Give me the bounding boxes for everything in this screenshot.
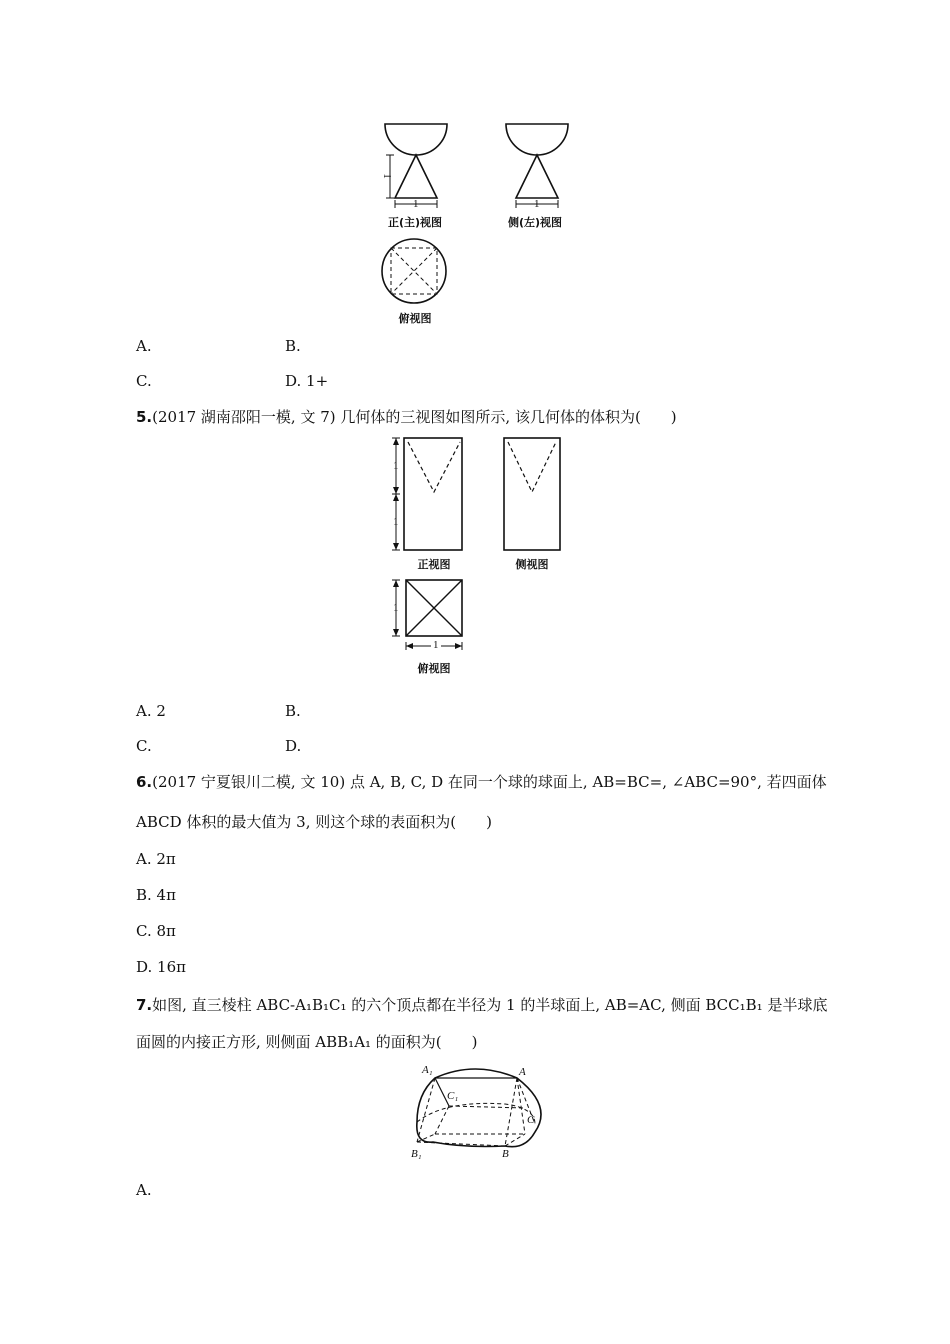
q4-option-a: A. bbox=[136, 337, 152, 355]
q5-figure bbox=[378, 436, 578, 676]
q7-figure bbox=[405, 1062, 555, 1164]
q7-hemisphere-prism-diagram bbox=[405, 1062, 555, 1164]
q4-dim-height: 1 bbox=[380, 173, 393, 179]
q4-option-b: B. bbox=[285, 337, 301, 355]
q5-text: (2017 湖南邵阳一模, 文 7) 几何体的三视图如图所示, 该几何体的体积为( ) bbox=[152, 408, 677, 426]
q7-text-line1: 如图, 直三棱柱 ABC-A₁B₁C₁ 的六个顶点都在半径为 1 的半球面上, AB=AC, 侧面 BCC₁B₁ 是半球底 bbox=[152, 996, 828, 1014]
q5-option-c: C. bbox=[136, 737, 152, 755]
q5-front-caption: 正视图 bbox=[417, 558, 451, 571]
q4-front-caption: 正(主)视图 bbox=[387, 216, 443, 229]
q7-label-a1: A₁ bbox=[422, 1064, 433, 1076]
q4-dim-width-front: 1 bbox=[413, 198, 419, 210]
q6-stem-line1 bbox=[136, 772, 827, 792]
q7-stem-line2: 面圆的内接正方形, 则侧面 ABB₁A₁ 的面积为( ) bbox=[136, 1033, 478, 1051]
q4-side-caption: 侧(左)视图 bbox=[507, 216, 563, 229]
q7-number: 7. bbox=[136, 996, 153, 1014]
q7-label-c1: C₁ bbox=[447, 1090, 459, 1102]
q7-label-c: C bbox=[527, 1114, 535, 1126]
q4-top-caption: 俯视图 bbox=[398, 312, 432, 325]
q5-dim-top-height: 1 bbox=[393, 602, 399, 614]
q7-stem-line1 bbox=[136, 995, 827, 1015]
q5-dim-top-width: 1 bbox=[433, 639, 439, 651]
q6-option-b: B. 4π bbox=[136, 886, 176, 904]
q7-option-a: A. bbox=[136, 1181, 152, 1199]
q5-dim-lower: 1 bbox=[393, 516, 399, 528]
q5-option-b: B. bbox=[285, 702, 301, 720]
q4-option-d: D. 1+ bbox=[285, 372, 329, 390]
q7-label-a: A bbox=[519, 1066, 526, 1078]
q5-top-caption: 俯视图 bbox=[417, 662, 451, 675]
q6-option-a: A. 2π bbox=[136, 850, 176, 868]
q5-number: 5. bbox=[136, 408, 153, 426]
q7-label-b1: B₁ bbox=[411, 1148, 422, 1160]
q5-option-a: A. 2 bbox=[136, 702, 166, 720]
q5-side-caption: 侧视图 bbox=[515, 558, 549, 571]
q4-dim-width-side: 1 bbox=[534, 198, 540, 210]
q4-figure bbox=[375, 118, 575, 328]
q5-dim-upper: 1 bbox=[393, 460, 399, 472]
q6-option-d: D. 16π bbox=[136, 958, 186, 976]
q6-text-line1: (2017 宁夏银川二模, 文 10) 点 A, B, C, D 在同一个球的球面上, AB=BC=, ∠ABC=90°, 若四面体 bbox=[152, 773, 827, 791]
q5-stem bbox=[136, 407, 677, 427]
q6-stem-line2: ABCD 体积的最大值为 3, 则这个球的表面积为( ) bbox=[136, 813, 492, 831]
q5-option-d: D. bbox=[285, 737, 302, 755]
q6-option-c: C. 8π bbox=[136, 922, 176, 940]
q6-number: 6. bbox=[136, 773, 153, 791]
q4-option-c: C. bbox=[136, 372, 152, 390]
q7-label-b: B bbox=[502, 1148, 509, 1160]
